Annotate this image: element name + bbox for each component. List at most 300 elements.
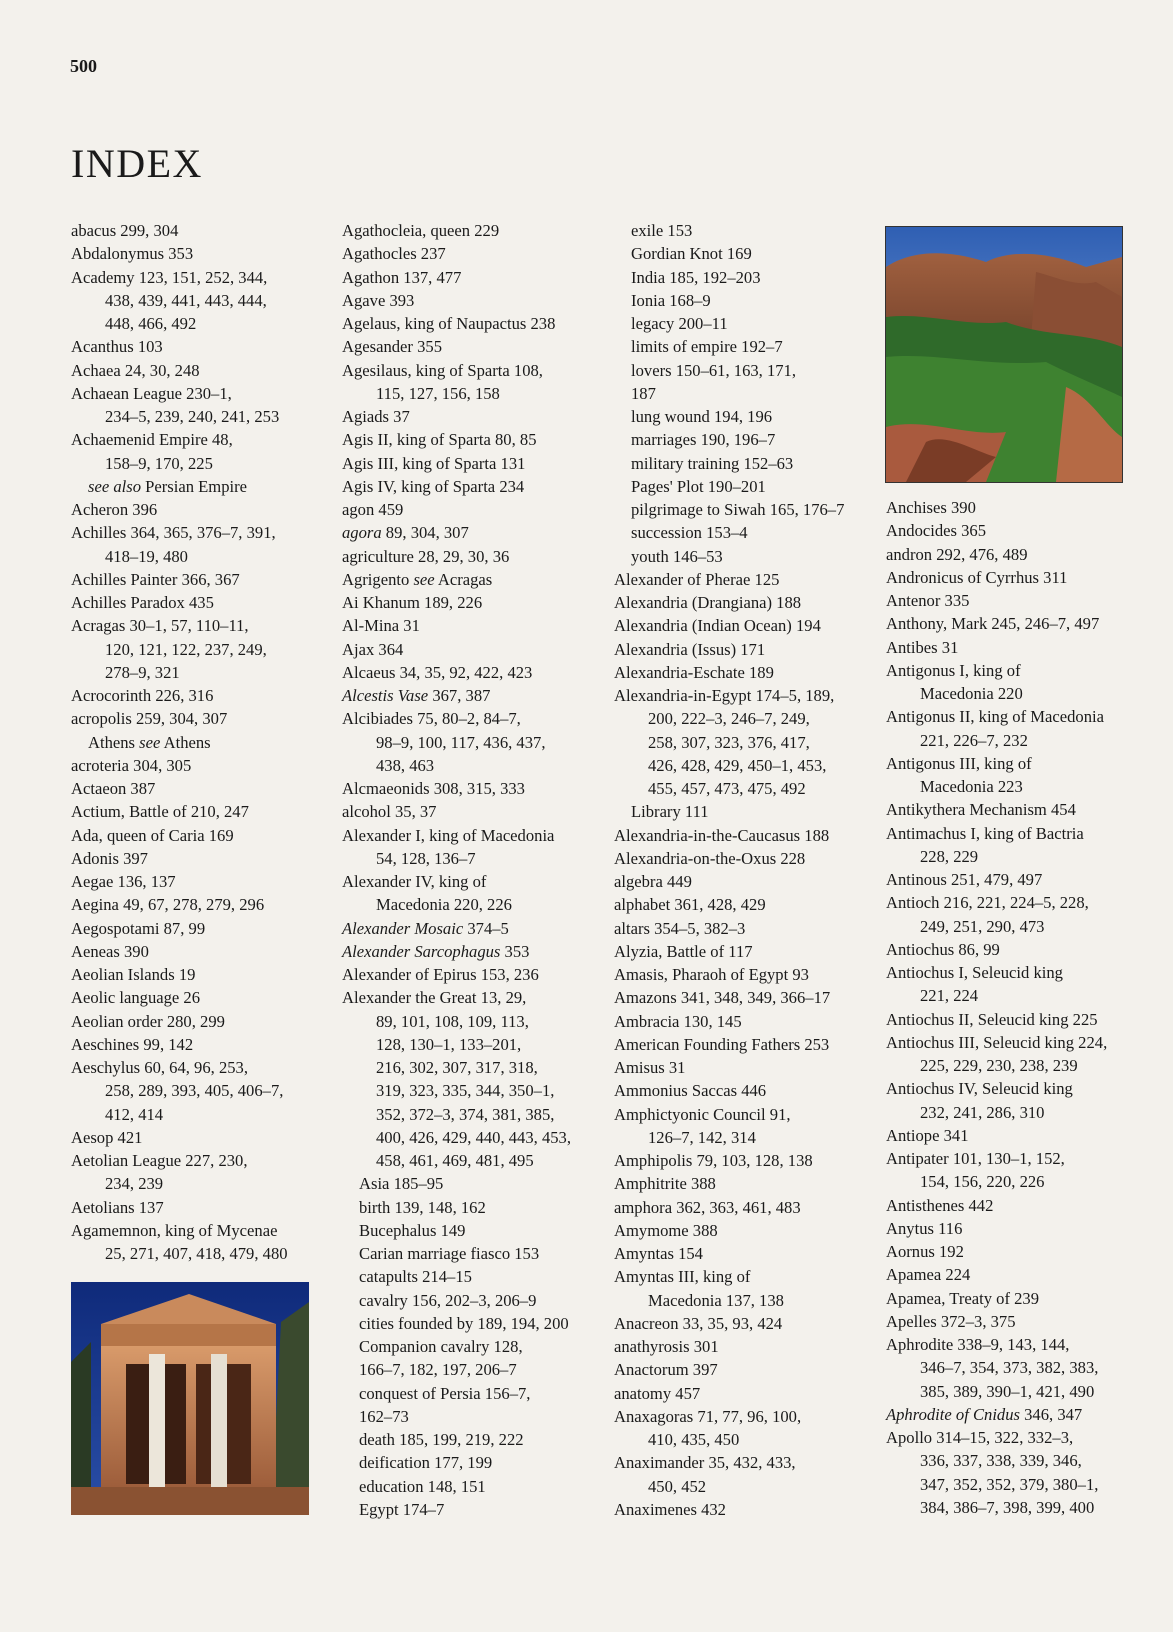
index-entry — [71, 428, 319, 475]
index-entry-line: Asia 185–95 — [359, 1174, 444, 1194]
index-entry — [614, 1358, 862, 1381]
index-entry-line: Actium, Battle of 210, 247 — [71, 802, 249, 822]
index-entry-line: Anchises 390 — [886, 498, 976, 517]
index-entry-line: alcohol 35, 37 — [342, 802, 437, 822]
index-subentry — [614, 359, 862, 406]
index-entry-continuation: 278–9, 321 — [105, 662, 180, 682]
index-entry-continuation: Macedonia 137, 138 — [648, 1290, 784, 1310]
index-entry — [886, 1310, 1156, 1333]
index-entry-continuation: 384, 386–7, 398, 399, 400 — [920, 1497, 1095, 1517]
index-entry-line: Alexandria-Eschate 189 — [614, 662, 774, 682]
index-entry — [886, 1287, 1156, 1310]
index-entry — [886, 659, 1156, 706]
index-entry — [71, 824, 319, 847]
index-entry-line: Aegae 136, 137 — [71, 872, 176, 891]
index-entry-line: exile 153 — [631, 221, 693, 240]
index-entry — [886, 1008, 1156, 1031]
index-entry-continuation: 438, 439, 441, 443, 444, — [105, 290, 267, 310]
index-entry-line: andron 292, 476, 489 — [886, 544, 1028, 564]
index-entry-continuation: 412, 414 — [105, 1104, 164, 1124]
index-subentry — [71, 731, 319, 754]
index-entry-line: agriculture 28, 29, 30, 36 — [342, 546, 510, 566]
index-entry — [71, 940, 319, 963]
index-entry-line: Anaximenes 432 — [614, 1499, 726, 1519]
index-entry-continuation: 232, 241, 286, 310 — [920, 1102, 1045, 1122]
index-entry — [342, 777, 604, 800]
index-entry — [614, 568, 862, 591]
index-entry — [342, 312, 604, 335]
index-entry — [71, 893, 319, 916]
index-entry-line: abacus 299, 304 — [71, 221, 179, 240]
index-entry — [71, 521, 319, 568]
index-entry — [71, 359, 319, 382]
index-entry — [342, 707, 604, 777]
index-entry-line: Aeolian order 280, 299 — [71, 1011, 225, 1031]
index-entry — [614, 591, 862, 614]
index-entry-continuation: 228, 229 — [920, 846, 979, 866]
index-entry-line: Apollo 314–15, 322, 332–3, — [886, 1428, 1074, 1447]
index-entry — [886, 938, 1156, 961]
index-entry-continuation: 25, 271, 407, 418, 479, 480 — [105, 1244, 288, 1263]
index-entry-line: Ai Khanum 189, 226 — [342, 593, 483, 612]
index-entry — [614, 917, 862, 940]
index-entry — [614, 1010, 862, 1033]
index-entry — [614, 1149, 862, 1172]
index-entry-line: legacy 200–11 — [631, 314, 728, 333]
index-entry-line: Agathocleia, queen 229 — [342, 221, 500, 240]
index-entry — [886, 612, 1156, 635]
index-subentry — [614, 312, 862, 335]
index-entry-continuation: 450, 452 — [648, 1476, 707, 1496]
index-entry-line: Amasis, Pharaoh of Egypt 93 — [614, 965, 809, 984]
index-entry — [886, 1403, 1156, 1426]
meteora-landscape-photo — [885, 226, 1123, 483]
index-entry — [342, 498, 604, 521]
index-entry — [614, 1172, 862, 1195]
index-entry — [71, 266, 319, 336]
index-entry-line: Companion cavalry 128, — [359, 1337, 523, 1356]
index-entry-continuation: Macedonia 223 — [920, 777, 1023, 796]
index-entry — [71, 242, 319, 265]
index-subentry — [614, 452, 862, 475]
index-entry-line: altars 354–5, 382–3 — [614, 918, 746, 938]
index-entry-line: acropolis 259, 304, 307 — [71, 709, 228, 729]
index-entry-line: Agesander 355 — [342, 337, 442, 357]
index-entry — [886, 566, 1156, 589]
index-entry-line: Antigonus III, king of — [886, 753, 1032, 773]
index-entry — [614, 893, 862, 916]
index-entry — [614, 1382, 862, 1405]
index-entry — [71, 1056, 319, 1126]
index-entry-continuation: 448, 466, 492 — [105, 314, 197, 333]
index-entry-continuation: 221, 226–7, 232 — [920, 730, 1028, 750]
index-entry — [886, 868, 1156, 891]
index-subentry — [342, 1451, 604, 1474]
index-entry-line: Agis III, king of Sparta 131 — [342, 453, 526, 473]
index-entry-line: algebra 449 — [614, 872, 692, 891]
index-entry-line: Antiochus I, Seleucid king — [886, 963, 1063, 982]
index-entry — [71, 1010, 319, 1033]
index-entry — [342, 824, 604, 871]
index-entry-line: Aphrodite of Cnidus 346, 347 — [886, 1404, 1083, 1424]
index-entry-line: Alcestis Vase 367, 387 — [342, 686, 491, 705]
index-entry — [71, 754, 319, 777]
index-entry — [71, 917, 319, 940]
index-entry-line: pilgrimage to Siwah 165, 176–7 — [631, 500, 845, 519]
index-entry-line: Anaxagoras 71, 77, 96, 100, — [614, 1406, 802, 1426]
index-entry-line: see also Persian Empire — [88, 476, 247, 496]
index-entry-continuation: 158–9, 170, 225 — [105, 453, 213, 473]
index-entry — [342, 219, 604, 242]
index-entry-continuation: Macedonia 220, 226 — [376, 895, 512, 915]
index-entry-line: Apelles 372–3, 375 — [886, 1311, 1016, 1331]
index-entry-line: Antiochus 86, 99 — [886, 939, 1000, 959]
index-entry-line: Athens see Athens — [88, 732, 211, 752]
index-entry-continuation: 187 — [631, 383, 656, 403]
index-entry-line: Antikythera Mechanism 454 — [886, 800, 1076, 820]
index-entry — [614, 661, 862, 684]
index-entry — [614, 1056, 862, 1079]
index-entry-line: Gordian Knot 169 — [631, 244, 752, 264]
index-subentry — [342, 1335, 604, 1382]
index-entry-line: Acragas 30–1, 57, 110–11, — [71, 616, 249, 636]
index-entry-continuation: 225, 229, 230, 238, 239 — [920, 1056, 1078, 1075]
index-entry — [342, 568, 604, 591]
index-entry — [71, 963, 319, 986]
index-entry — [614, 824, 862, 847]
index-entry — [342, 917, 604, 940]
index-entry-line: Alexander of Epirus 153, 236 — [342, 965, 539, 984]
index-entry-continuation: 89, 101, 108, 109, 113, — [376, 1011, 529, 1031]
index-entry-line: Ambracia 130, 145 — [614, 1011, 742, 1031]
index-entry-continuation: 426, 428, 429, 450–1, 453, — [648, 755, 827, 775]
index-entry-line: Acanthus 103 — [71, 337, 163, 357]
index-entry-line: Aetolian League 227, 230, — [71, 1151, 248, 1170]
index-entry-line: Aphrodite 338–9, 143, 144, — [886, 1335, 1070, 1354]
index-entry-line: Aeolic language 26 — [71, 988, 201, 1008]
index-entry — [886, 1077, 1156, 1124]
index-entry — [71, 777, 319, 800]
index-entry — [614, 1312, 862, 1335]
index-entry-line: Anthony, Mark 245, 246–7, 497 — [886, 614, 1100, 634]
index-entry-line: Abdalonymus 353 — [71, 244, 194, 264]
index-entry-continuation: 336, 337, 338, 339, 346, — [920, 1451, 1082, 1471]
index-subentry — [614, 405, 862, 428]
index-column-1 — [71, 219, 319, 1265]
index-entry-line: Agis IV, king of Sparta 234 — [342, 476, 525, 496]
index-entry-continuation: 216, 302, 307, 317, 318, — [376, 1058, 538, 1077]
index-entry — [71, 219, 319, 242]
index-entry-continuation: 319, 323, 335, 344, 350–1, — [376, 1081, 555, 1101]
index-entry — [71, 870, 319, 893]
index-entry — [342, 242, 604, 265]
index-entry-line: Anaximander 35, 432, 433, — [614, 1453, 796, 1473]
index-entry-line: Antinous 251, 479, 497 — [886, 870, 1043, 889]
index-entry — [886, 1240, 1156, 1263]
index-entry — [71, 382, 319, 429]
index-entry-continuation: 200, 222–3, 246–7, 249, — [648, 709, 810, 729]
index-subentry — [342, 1219, 604, 1242]
index-entry-line: death 185, 199, 219, 222 — [359, 1430, 524, 1449]
index-entry — [886, 1194, 1156, 1217]
index-entry-line: Actaeon 387 — [71, 779, 156, 798]
index-entry — [614, 963, 862, 986]
index-entry — [71, 1219, 319, 1266]
index-entry-line: Andocides 365 — [886, 521, 987, 541]
index-subentry — [342, 1172, 604, 1195]
index-entry-continuation: 347, 352, 352, 379, 380–1, — [920, 1474, 1099, 1494]
index-column-3 — [614, 219, 862, 1521]
index-entry-line: limits of empire 192–7 — [631, 337, 783, 357]
page-number: 500 — [70, 56, 97, 76]
index-entry — [342, 452, 604, 475]
index-entry-line: Aeneas 390 — [71, 941, 149, 961]
index-entry — [886, 961, 1156, 1008]
treasury-of-athenians-photo — [71, 1282, 309, 1515]
index-entry — [614, 1265, 862, 1312]
index-entry-line: Agathon 137, 477 — [342, 267, 462, 287]
index-entry-line: deification 177, 199 — [359, 1453, 493, 1473]
index-entry — [342, 986, 604, 1172]
index-entry — [342, 545, 604, 568]
index-entry — [614, 986, 862, 1009]
index-entry-line: Amymome 388 — [614, 1220, 718, 1240]
index-entry-line: Agis II, king of Sparta 80, 85 — [342, 430, 537, 450]
index-subentry — [614, 428, 862, 451]
index-subentry — [342, 1289, 604, 1312]
index-entry-line: Anactorum 397 — [614, 1360, 718, 1380]
index-entry-continuation: 54, 128, 136–7 — [376, 848, 476, 868]
index-entry-line: Achilles Paradox 435 — [71, 593, 214, 612]
index-subentry — [71, 475, 319, 498]
index-entry — [342, 940, 604, 963]
index-entry — [71, 1126, 319, 1149]
index-entry-continuation: 400, 426, 429, 440, 443, 453, — [376, 1127, 571, 1147]
index-entry — [886, 589, 1156, 612]
index-entry-line: Amyntas III, king of — [614, 1267, 751, 1287]
index-entry-line: cities founded by 189, 194, 200 — [359, 1313, 569, 1333]
index-subentry — [614, 475, 862, 498]
index-entry-line: Library 111 — [631, 802, 709, 822]
index-subentry — [614, 335, 862, 358]
index-entry-line: Aesop 421 — [71, 1127, 143, 1147]
index-entry-line: Alyzia, Battle of 117 — [614, 941, 753, 961]
index-entry-line: lovers 150–61, 163, 171, — [631, 360, 797, 380]
index-entry-line: Antenor 335 — [886, 591, 970, 610]
index-entry — [71, 986, 319, 1009]
index-entry — [342, 684, 604, 707]
index-entry — [886, 822, 1156, 869]
index-entry-line: Aegospotami 87, 99 — [71, 918, 206, 938]
index-subentry — [614, 800, 862, 823]
index-entry-line: succession 153–4 — [631, 523, 748, 543]
index-entry-line: Academy 123, 151, 252, 344, — [71, 267, 268, 287]
index-entry-line: Amazons 341, 348, 349, 366–17 — [614, 988, 831, 1008]
index-entry-continuation: 98–9, 100, 117, 436, 437, — [376, 732, 546, 752]
index-entry — [886, 543, 1156, 566]
index-entry-line: Ada, queen of Caria 169 — [71, 825, 234, 845]
index-entry — [886, 519, 1156, 542]
index-entry-line: India 185, 192–203 — [631, 267, 761, 287]
index-entry-continuation: 258, 289, 393, 405, 406–7, — [105, 1081, 284, 1101]
index-subentry — [342, 1498, 604, 1521]
index-entry — [342, 289, 604, 312]
index-subentry — [614, 266, 862, 289]
index-entry-line: Amyntas 154 — [614, 1244, 703, 1263]
page-title: INDEX — [71, 141, 203, 186]
index-entry-line: agon 459 — [342, 500, 404, 519]
index-entry-line: Alexandria (Issus) 171 — [614, 639, 766, 659]
index-subentry — [614, 521, 862, 544]
index-entry — [886, 705, 1156, 752]
index-entry-continuation: 455, 457, 473, 475, 492 — [648, 779, 806, 798]
index-entry-line: Alexander of Pherae 125 — [614, 569, 780, 589]
index-entry-continuation: 221, 224 — [920, 986, 979, 1006]
index-entry-line: Antibes 31 — [886, 637, 959, 657]
index-entry-continuation: 249, 251, 290, 473 — [920, 916, 1045, 936]
index-entry-line: Andronicus of Cyrrhus 311 — [886, 567, 1068, 587]
index-entry-line: Alcmaeonids 308, 315, 333 — [342, 779, 525, 798]
index-entry — [342, 405, 604, 428]
index-entry-continuation: 166–7, 182, 197, 206–7 — [359, 1360, 517, 1380]
index-entry — [71, 498, 319, 521]
index-entry-line: Alexandria-in-Egypt 174–5, 189, — [614, 686, 835, 705]
index-entry-line: Alexandria (Drangiana) 188 — [614, 593, 802, 612]
index-entry — [342, 428, 604, 451]
index-entry-continuation: 234–5, 239, 240, 241, 253 — [105, 407, 280, 426]
index-entry — [342, 591, 604, 614]
index-entry — [71, 614, 319, 684]
index-entry-line: Agesilaus, king of Sparta 108, — [342, 360, 543, 380]
index-entry — [342, 963, 604, 986]
index-entry — [886, 496, 1156, 519]
index-subentry — [614, 498, 862, 521]
index-entry-line: amphora 362, 363, 461, 483 — [614, 1197, 801, 1217]
index-entry-continuation: 115, 127, 156, 158 — [376, 383, 500, 403]
index-entry — [342, 638, 604, 661]
index-entry-line: Bucephalus 149 — [359, 1220, 466, 1240]
index-entry-line: Antipater 101, 130–1, 152, — [886, 1149, 1065, 1168]
index-entry-line: Alexander I, king of Macedonia — [342, 825, 555, 845]
index-entry-line: Ajax 364 — [342, 639, 404, 659]
index-entry-line: Aornus 192 — [886, 1242, 964, 1261]
index-entry — [614, 1498, 862, 1521]
index-entry-line: Antimachus I, king of Bactria — [886, 823, 1084, 843]
index-entry-line: Adonis 397 — [71, 848, 148, 868]
index-entry-line: Alexander Mosaic 374–5 — [342, 918, 509, 938]
index-subentry — [342, 1382, 604, 1429]
index-entry — [886, 1217, 1156, 1240]
index-entry-line: Anytus 116 — [886, 1218, 963, 1238]
index-entry-line: Agamemnon, king of Mycenae — [71, 1220, 278, 1240]
index-subentry — [342, 1428, 604, 1451]
index-entry — [71, 1033, 319, 1056]
index-entry — [886, 1124, 1156, 1147]
index-entry — [342, 870, 604, 917]
index-entry — [614, 1219, 862, 1242]
index-entry-line: Antiochus IV, Seleucid king — [886, 1079, 1073, 1099]
index-entry-line: Amphipolis 79, 103, 128, 138 — [614, 1151, 813, 1170]
index-entry-line: Amphictyonic Council 91, — [614, 1104, 791, 1124]
index-entry-line: acroteria 304, 305 — [71, 755, 192, 775]
index-entry — [614, 614, 862, 637]
index-entry — [71, 335, 319, 358]
index-entry-line: Agrigento see Acragas — [342, 569, 493, 589]
index-entry-line: Agave 393 — [342, 290, 415, 310]
index-entry-line: Aetolians 137 — [71, 1197, 164, 1217]
index-entry-continuation: 438, 463 — [376, 755, 435, 775]
index-entry-line: Aegina 49, 67, 278, 279, 296 — [71, 895, 265, 915]
index-entry-line: Ammonius Saccas 446 — [614, 1081, 767, 1101]
index-entry-line: Alexander IV, king of — [342, 872, 487, 891]
index-entry — [342, 335, 604, 358]
index-entry-line: Amisus 31 — [614, 1058, 686, 1077]
index-entry-line: Carian marriage fiasco 153 — [359, 1244, 540, 1263]
index-entry-line: Antigonus II, king of Macedonia — [886, 707, 1104, 727]
index-entry — [614, 1405, 862, 1452]
index-entry-line: agora 89, 304, 307 — [342, 523, 469, 543]
index-entry — [886, 1263, 1156, 1286]
index-entry — [342, 266, 604, 289]
index-entry-line: Antiochus II, Seleucid king 225 — [886, 1009, 1098, 1029]
index-entry — [71, 800, 319, 823]
index-entry-line: Agiads 37 — [342, 407, 410, 426]
index-entry-line: Agathocles 237 — [342, 244, 446, 264]
index-entry-line: Antiope 341 — [886, 1125, 969, 1145]
index-entry-line: American Founding Fathers 253 — [614, 1034, 830, 1054]
index-entry-line: Antisthenes 442 — [886, 1195, 994, 1215]
index-entry — [342, 661, 604, 684]
index-entry — [614, 1033, 862, 1056]
index-entry-continuation: 258, 307, 323, 376, 417, — [648, 732, 810, 752]
index-entry — [71, 847, 319, 870]
index-entry-line: Achilles 364, 365, 376–7, 391, — [71, 523, 276, 543]
index-entry — [614, 1335, 862, 1358]
index-entry-line: education 148, 151 — [359, 1476, 486, 1496]
index-entry-line: Acheron 396 — [71, 500, 158, 519]
index-entry-line: Antigonus I, king of — [886, 660, 1021, 680]
index-entry — [614, 847, 862, 870]
index-subentry — [614, 242, 862, 265]
index-entry — [886, 891, 1156, 938]
index-entry-line: Alexandria-in-the-Caucasus 188 — [614, 825, 830, 845]
index-entry-line: Pages' Plot 190–201 — [631, 476, 766, 496]
index-entry-line: Achilles Painter 366, 367 — [71, 569, 240, 589]
index-entry-line: Al-Mina 31 — [342, 616, 420, 636]
index-entry-line: birth 139, 148, 162 — [359, 1197, 486, 1217]
index-entry — [886, 1426, 1156, 1519]
index-entry-continuation: 126–7, 142, 314 — [648, 1127, 756, 1147]
index-entry — [71, 1196, 319, 1219]
index-entry-continuation: 410, 435, 450 — [648, 1430, 740, 1449]
index-entry — [342, 475, 604, 498]
index-entry — [342, 521, 604, 544]
index-entry-line: Alexandria (Indian Ocean) 194 — [614, 616, 821, 636]
index-entry-continuation: 352, 372–3, 374, 381, 385, — [376, 1104, 555, 1124]
index-entry-line: Apamea, Treaty of 239 — [886, 1288, 1040, 1308]
index-subentry — [614, 289, 862, 312]
index-entry — [614, 638, 862, 661]
index-entry — [614, 1451, 862, 1498]
index-entry-line: Aeolian Islands 19 — [71, 965, 196, 984]
index-entry — [886, 636, 1156, 659]
index-entry-line: Apamea 224 — [886, 1265, 971, 1285]
index-entry — [614, 1196, 862, 1219]
index-entry — [614, 940, 862, 963]
index-entry-line: Aeschylus 60, 64, 96, 253, — [71, 1058, 248, 1077]
index-entry-line: catapults 214–15 — [359, 1267, 472, 1287]
index-entry — [614, 870, 862, 893]
